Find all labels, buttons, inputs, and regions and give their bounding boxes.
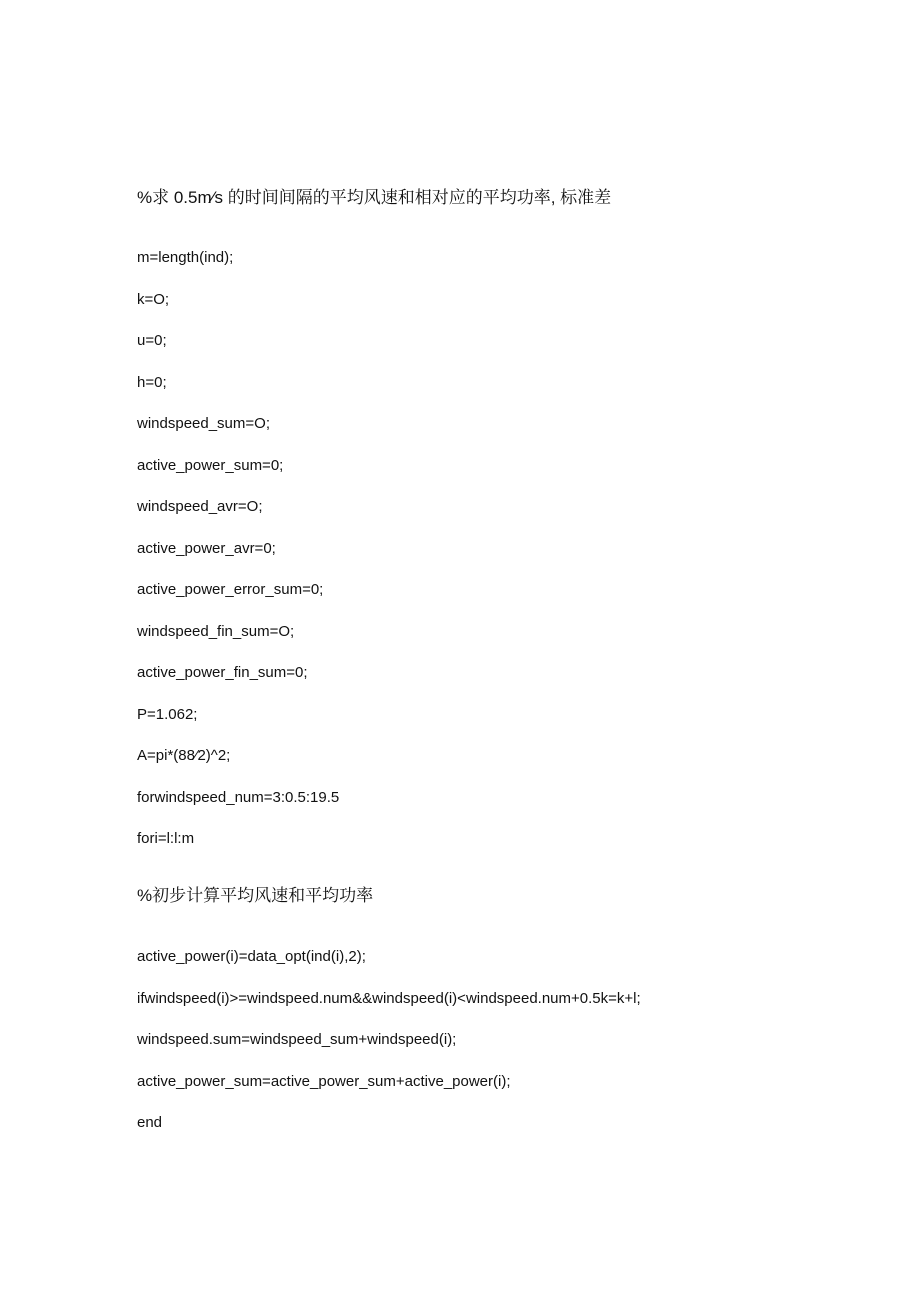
section-heading-1: %求 0.5m⁄s 的时间间隔的平均风速和相对应的平均功率, 标准差 <box>137 188 612 207</box>
code-line: active_power_fin_sum=0; <box>137 664 308 681</box>
code-line: active_power_sum=0; <box>137 457 284 474</box>
code-line: active_power_sum=active_power_sum+active_power(i); <box>137 1073 511 1090</box>
code-line: k=O; <box>137 291 170 308</box>
code-line: end <box>137 1114 163 1131</box>
code-line: windspeed_fin_sum=O; <box>137 623 295 640</box>
section-heading-2: %初步计算平均风速和平均功率 <box>137 886 374 905</box>
code-line: fori=l:l:m <box>137 830 195 847</box>
code-line: P=1.062; <box>137 706 198 723</box>
code-line: active_power_error_sum=0; <box>137 581 324 598</box>
code-line: windspeed_sum=O; <box>137 415 270 432</box>
code-line: active_power(i)=data_opt(ind(i),2); <box>137 948 366 965</box>
code-line: u=0; <box>137 332 167 349</box>
code-line: active_power_avr=0; <box>137 540 276 557</box>
code-line: windspeed.sum=windspeed_sum+windspeed(i); <box>137 1031 457 1048</box>
code-line: A=pi*(88⁄2)^2; <box>137 747 231 764</box>
code-line: m=length(ind); <box>137 249 234 266</box>
code-line: forwindspeed_num=3:0.5:19.5 <box>137 789 340 806</box>
code-line: windspeed_avr=O; <box>137 498 263 515</box>
code-line: ifwindspeed(i)>=windspeed.num&&windspeed(i)<windspeed.num+0.5k=k+l; <box>137 990 641 1007</box>
code-line: h=0; <box>137 374 167 391</box>
